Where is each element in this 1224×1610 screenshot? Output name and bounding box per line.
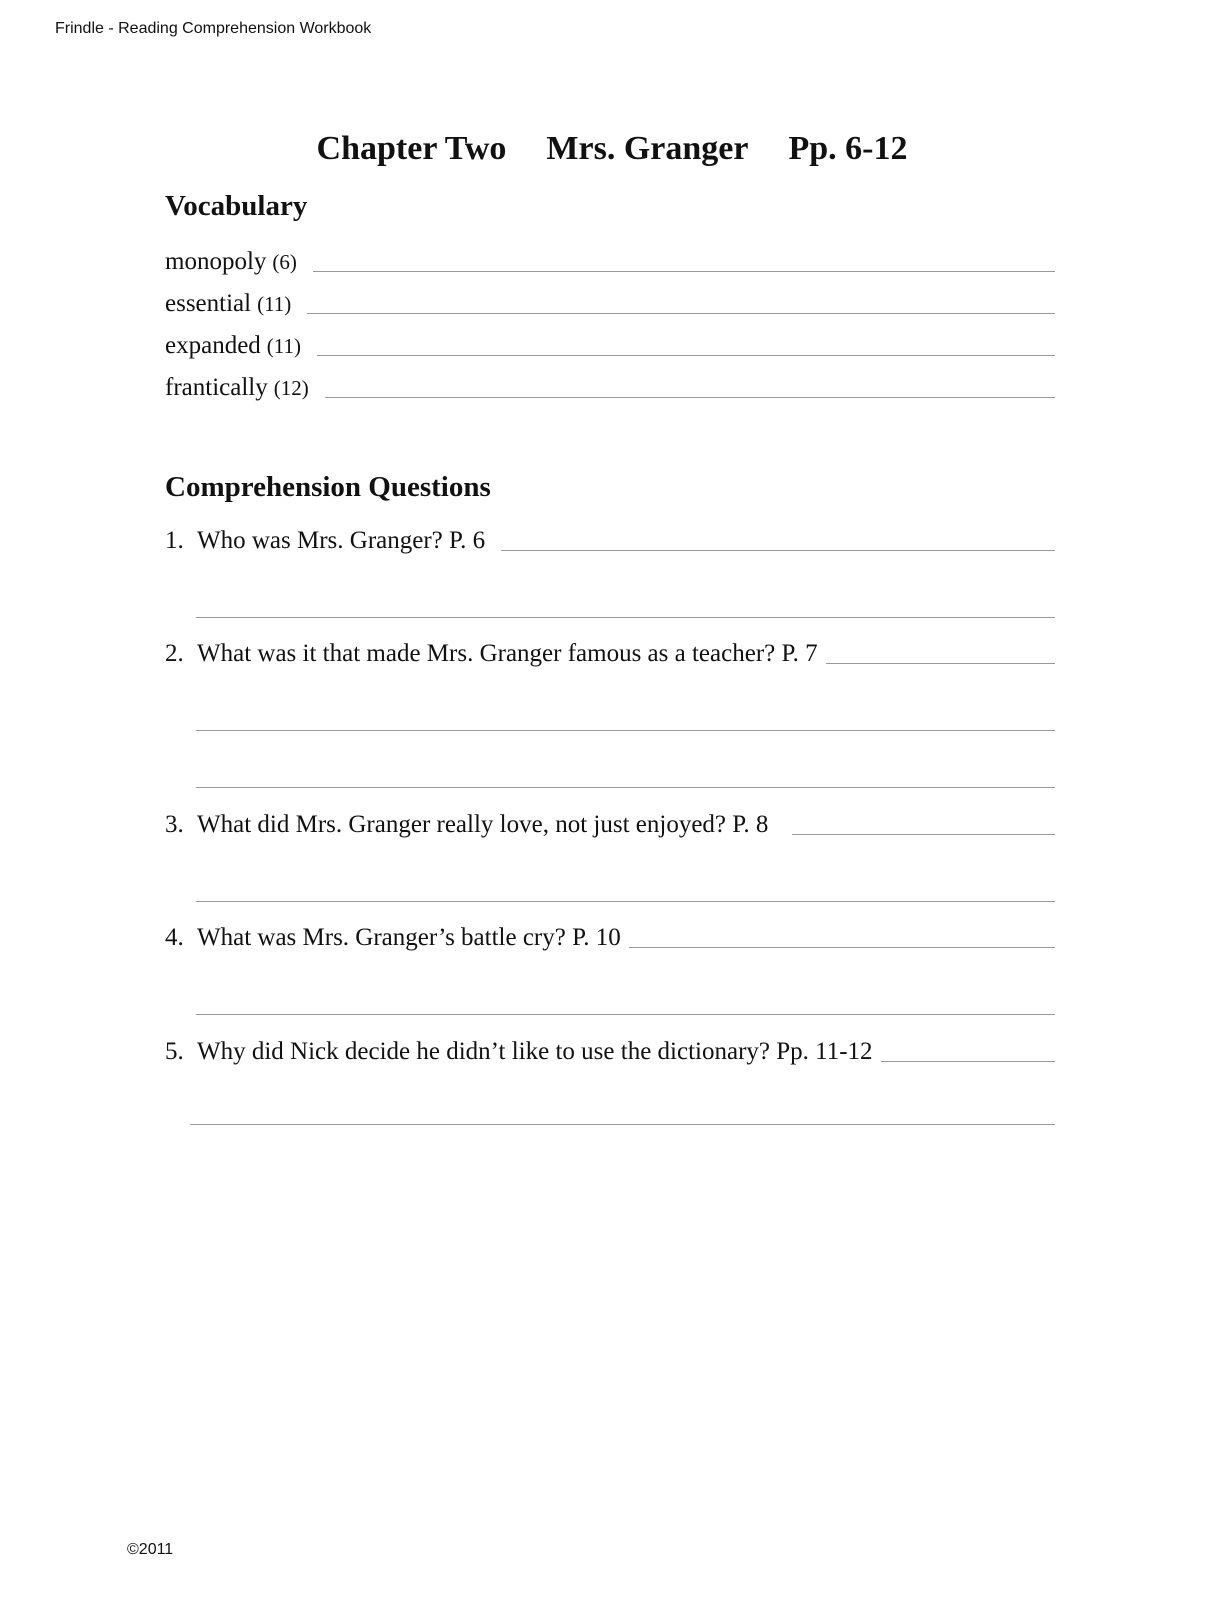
- vocabulary-heading: Vocabulary: [165, 190, 308, 222]
- vocab-word: expanded: [165, 332, 261, 359]
- vocab-item: [165, 374, 1055, 402]
- answer-line[interactable]: [196, 901, 1055, 902]
- vocab-item: [165, 248, 1055, 276]
- answer-line[interactable]: [196, 617, 1055, 618]
- answer-line[interactable]: [826, 662, 1055, 664]
- answer-line[interactable]: [313, 270, 1055, 272]
- answer-line[interactable]: [196, 1014, 1055, 1015]
- answer-line[interactable]: [792, 833, 1055, 835]
- chapter-pages: Pp. 6-12: [788, 130, 908, 167]
- question-text: What was Mrs. Granger’s battle cry? P. 10: [197, 924, 621, 951]
- vocab-item: [165, 332, 1055, 360]
- answer-line[interactable]: [190, 1124, 1055, 1125]
- question-number: 1.: [165, 527, 184, 554]
- question-number: 2.: [165, 640, 184, 667]
- question-item: [165, 1038, 1055, 1066]
- question-text: Why did Nick decide he didn’t like to use the dictionary? Pp. 11-12: [197, 1038, 873, 1065]
- vocab-word: monopoly: [165, 248, 267, 275]
- question-number: 3.: [165, 811, 184, 838]
- answer-line[interactable]: [307, 312, 1055, 314]
- comprehension-heading: Comprehension Questions: [165, 471, 491, 503]
- question-text: Who was Mrs. Granger? P. 6: [197, 527, 486, 554]
- chapter-label: Chapter Two: [316, 130, 507, 167]
- question-item: [165, 811, 1055, 839]
- question-item: [165, 640, 1055, 668]
- vocab-page: (11): [266, 334, 302, 358]
- answer-line[interactable]: [196, 730, 1055, 731]
- vocab-page: (11): [257, 292, 292, 316]
- vocab-page: (6): [272, 250, 297, 274]
- answer-line[interactable]: [196, 787, 1055, 788]
- answer-line[interactable]: [629, 946, 1055, 948]
- vocab-word: essential: [165, 290, 252, 317]
- question-number: 4.: [165, 924, 184, 951]
- question-item: [165, 924, 1055, 952]
- answer-line[interactable]: [501, 549, 1055, 551]
- vocab-item: [165, 290, 1055, 318]
- question-text: What was it that made Mrs. Granger famous as a teacher? P. 7: [197, 640, 818, 667]
- page-header: Frindle - Reading Comprehension Workbook: [55, 20, 372, 37]
- copyright: ©2011: [127, 1541, 174, 1558]
- answer-line[interactable]: [881, 1060, 1055, 1062]
- page-title: [0, 130, 1224, 168]
- vocab-word: frantically: [165, 374, 268, 401]
- answer-line[interactable]: [325, 396, 1055, 398]
- chapter-name: Mrs. Granger: [546, 130, 749, 167]
- question-item: [165, 527, 1055, 555]
- vocab-page: (12): [273, 376, 309, 400]
- question-text: What did Mrs. Granger really love, not just enjoyed? P. 8: [197, 811, 769, 838]
- answer-line[interactable]: [317, 354, 1055, 356]
- question-number: 5.: [165, 1038, 184, 1065]
